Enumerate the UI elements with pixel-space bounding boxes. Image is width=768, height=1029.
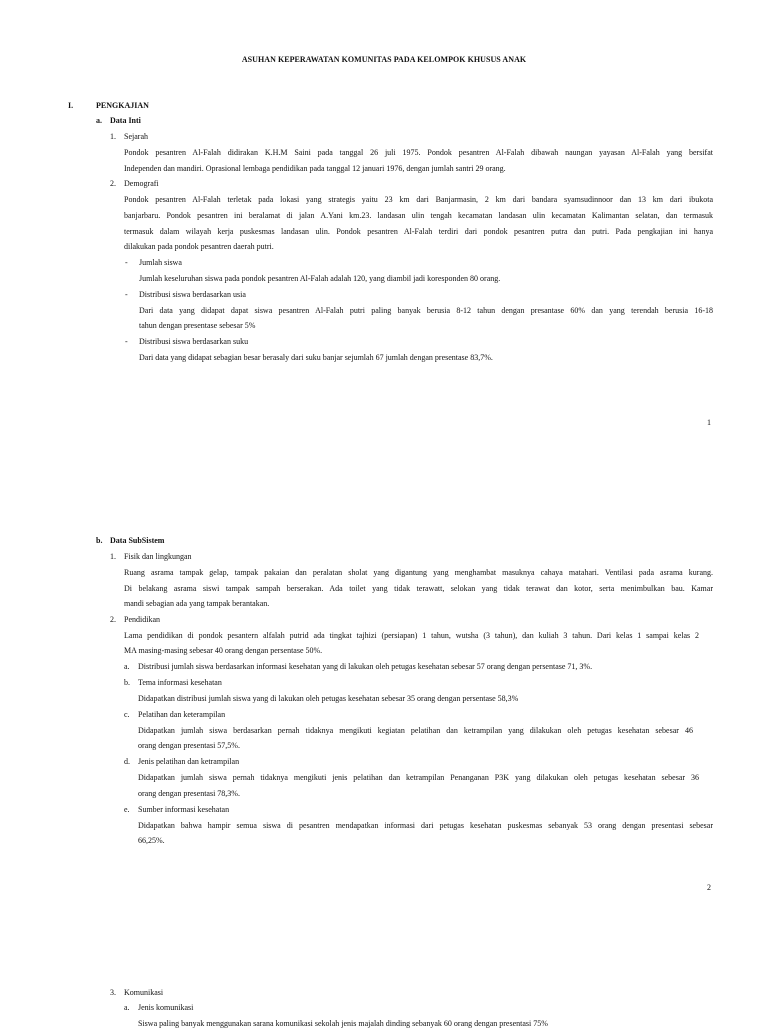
paragraph-line: Siswa paling banyak menggunakan sarana komunikasi sekolah jenis majalah dinding sebanyak 60 orang dengan presentasi 75% [138,1019,548,1028]
paragraph-line: dilakukan pada pondok pesantren daerah putri. [124,242,274,251]
paragraph-line: Pondok pesantren Al-Falah didirakan K.H.M Saini pada tanggal 26 juli 1975. Pondok pesantren Al-Falah dibawah naungan yayasan Al-Falah yang bersifat [124,148,713,157]
section-number: I. [68,101,74,110]
list-label: a. [124,1003,130,1012]
item-title-sejarah: Sejarah [124,132,148,141]
paragraph-line: Jumlah keseluruhan siswa pada pondok pesantren Al-Falah adalah 120, yang diambil jadi koresponden 80 orang. [139,274,501,283]
paragraph-line: Independen dan mandiri. Oprasional lembaga pendidikan pada tanggal 12 januari 1976, dengan jumlah santri 29 orang. [124,164,506,173]
paragraph-line: orang dengan presentasi 78,3%. [138,789,240,798]
section-title: PENGKAJIAN [96,101,149,110]
bullet-dash: - [125,290,128,299]
paragraph-line: Ruang asrama tampak gelap, tampak pakaian dan peralatan sholat yang digantung yang menghambat masuknya cahaya matahari. Ventilasi pada asrama kurang. [124,568,713,577]
list-label: e. [124,805,130,814]
paragraph-line: Pondok pesantren Al-Falah terletak pada lokasi yang strategis yaitu 23 km dari Banjarmasin, 2 km dari bandara syamsudinnoor dan 13 km dari ibukota [124,195,713,204]
document-title: ASUHAN KEPERAWATAN KOMUNITAS PADA KELOMPOK KHUSUS ANAK [241,55,527,64]
paragraph-line: Lama pendidikan di pondok pesantern alfalah putrid ada tingkat tajhizi (persiapan) 1 tahun, wutsha (3 tahun), dan kuliah 3 tahun. Dari kelas 1 sampai kelas 2 [124,631,699,640]
list-title: Jenis pelatihan dan ketrampilan [138,757,240,766]
bullet-dash: - [125,337,128,346]
paragraph-line: MA masing-masing sebesar 40 orang dengan persentase 50%. [124,646,323,655]
paragraph-line: 66,25%. [138,836,165,845]
paragraph-line: Didapatkan bahwa hampir semua siswa di pesantren mendapatkan informasi dari petugas kesehatan puskesmas sebanyak 53 orang dengan presentasi sebesar [138,821,713,830]
paragraph-line: mandi sebagian ada yang tampak berantakan. [124,599,270,608]
subsection-a-title: Data Inti [110,116,141,125]
list-title: Sumber informasi kesehatan [138,805,230,814]
list-label: b. [124,678,130,687]
item-title-komunikasi: Komunikasi [124,988,164,997]
bullet-title: Distribusi siswa berdasarkan suku [139,337,249,346]
paragraph-line: orang dengan presentasi 57,5%. [138,741,240,750]
subsection-a-label: a. [96,116,102,125]
paragraph-line: Didapatkan distribusi jumlah siswa yang di lakukan oleh petugas kesehatan sebesar 35 orang dengan persentase 58,3% [138,694,519,703]
paragraph-line: Distribusi jumlah siswa berdasarkan informasi kesehatan yang di lakukan oleh petugas kesehatan sebesar 57 orang dengan persentase 71, 3%. [138,662,593,671]
item-number: 1. [110,132,116,141]
list-label: c. [124,710,130,719]
paragraph-line: Didapatkan jumlah siswa berdasarkan pernah tidaknya mengikuti kegiatan pelatihan dan ketrampilan yang dilakukan oleh petugas kesehatan sebesar 46 [138,726,693,735]
bullet-dash: - [125,258,128,267]
item-number: 2. [110,179,116,188]
paragraph-line: termasuk dalam wilayah kerja puskesmas landasan ulin. Pondok pesantren Al-Falah terdiri dari pondok pesantren putra dan putri. Pada pengkajian ini hanya [124,227,713,236]
list-label: d. [124,757,130,766]
item-title-demografi: Demografi [124,179,159,188]
list-label: a. [124,662,130,671]
subsection-b-label: b. [96,536,103,545]
list-title: Tema informasi kesehatan [138,678,222,687]
page-number: 1 [707,418,711,427]
paragraph-line: Dari data yang didapat dapat siswa pesantren Al-Falah putri paling banyak berusia 8-12 tahun dengan presantase 60% dan yang terendah berusia 16-18 [139,306,713,315]
list-title: Pelatihan dan keterampilan [138,710,226,719]
paragraph-line: Dari data yang didapat sebagian besar berasaly dari suku banjar sejumlah 67 jumlah dengan presentase 83,7%. [139,353,493,362]
paragraph-line: banjarbaru. Pondok pesantren ini beralamat di jalan A.Yani km.23. landasan ulin tengah kecamatan landasan ulin kecamatan Kalimantan selatan, dan termasuk [124,211,713,220]
list-title: Jenis komunikasi [138,1003,194,1012]
paragraph-line: tahun dengan presentase sebesar 5% [139,321,256,330]
bullet-title: Jumlah siswa [139,258,182,267]
subsection-b-title: Data SubSistem [110,536,165,545]
bullet-title: Distribusi siswa berdasarkan usia [139,290,246,299]
page-number: 2 [707,883,711,892]
paragraph-line: Di belakang asrama siswi tampak sampah berserakan. Ada toilet yang tidak terawatt, selokan yang tidak terawat dan kotor, serta menimbulkan bau. Kamar [124,584,713,593]
item-number: 2. [110,615,116,624]
paragraph-line: Didapatkan jumlah siswa pernah tidaknya mengikuti jenis pelatihan dan ketrampilan Penanganan P3K yang dilakukan oleh petugas kesehatan sebesar 36 [138,773,699,782]
item-title-fisik: Fisik dan lingkungan [124,552,192,561]
item-number: 1. [110,552,116,561]
item-number: 3. [110,988,116,997]
item-title-pendidikan: Pendidikan [124,615,160,624]
